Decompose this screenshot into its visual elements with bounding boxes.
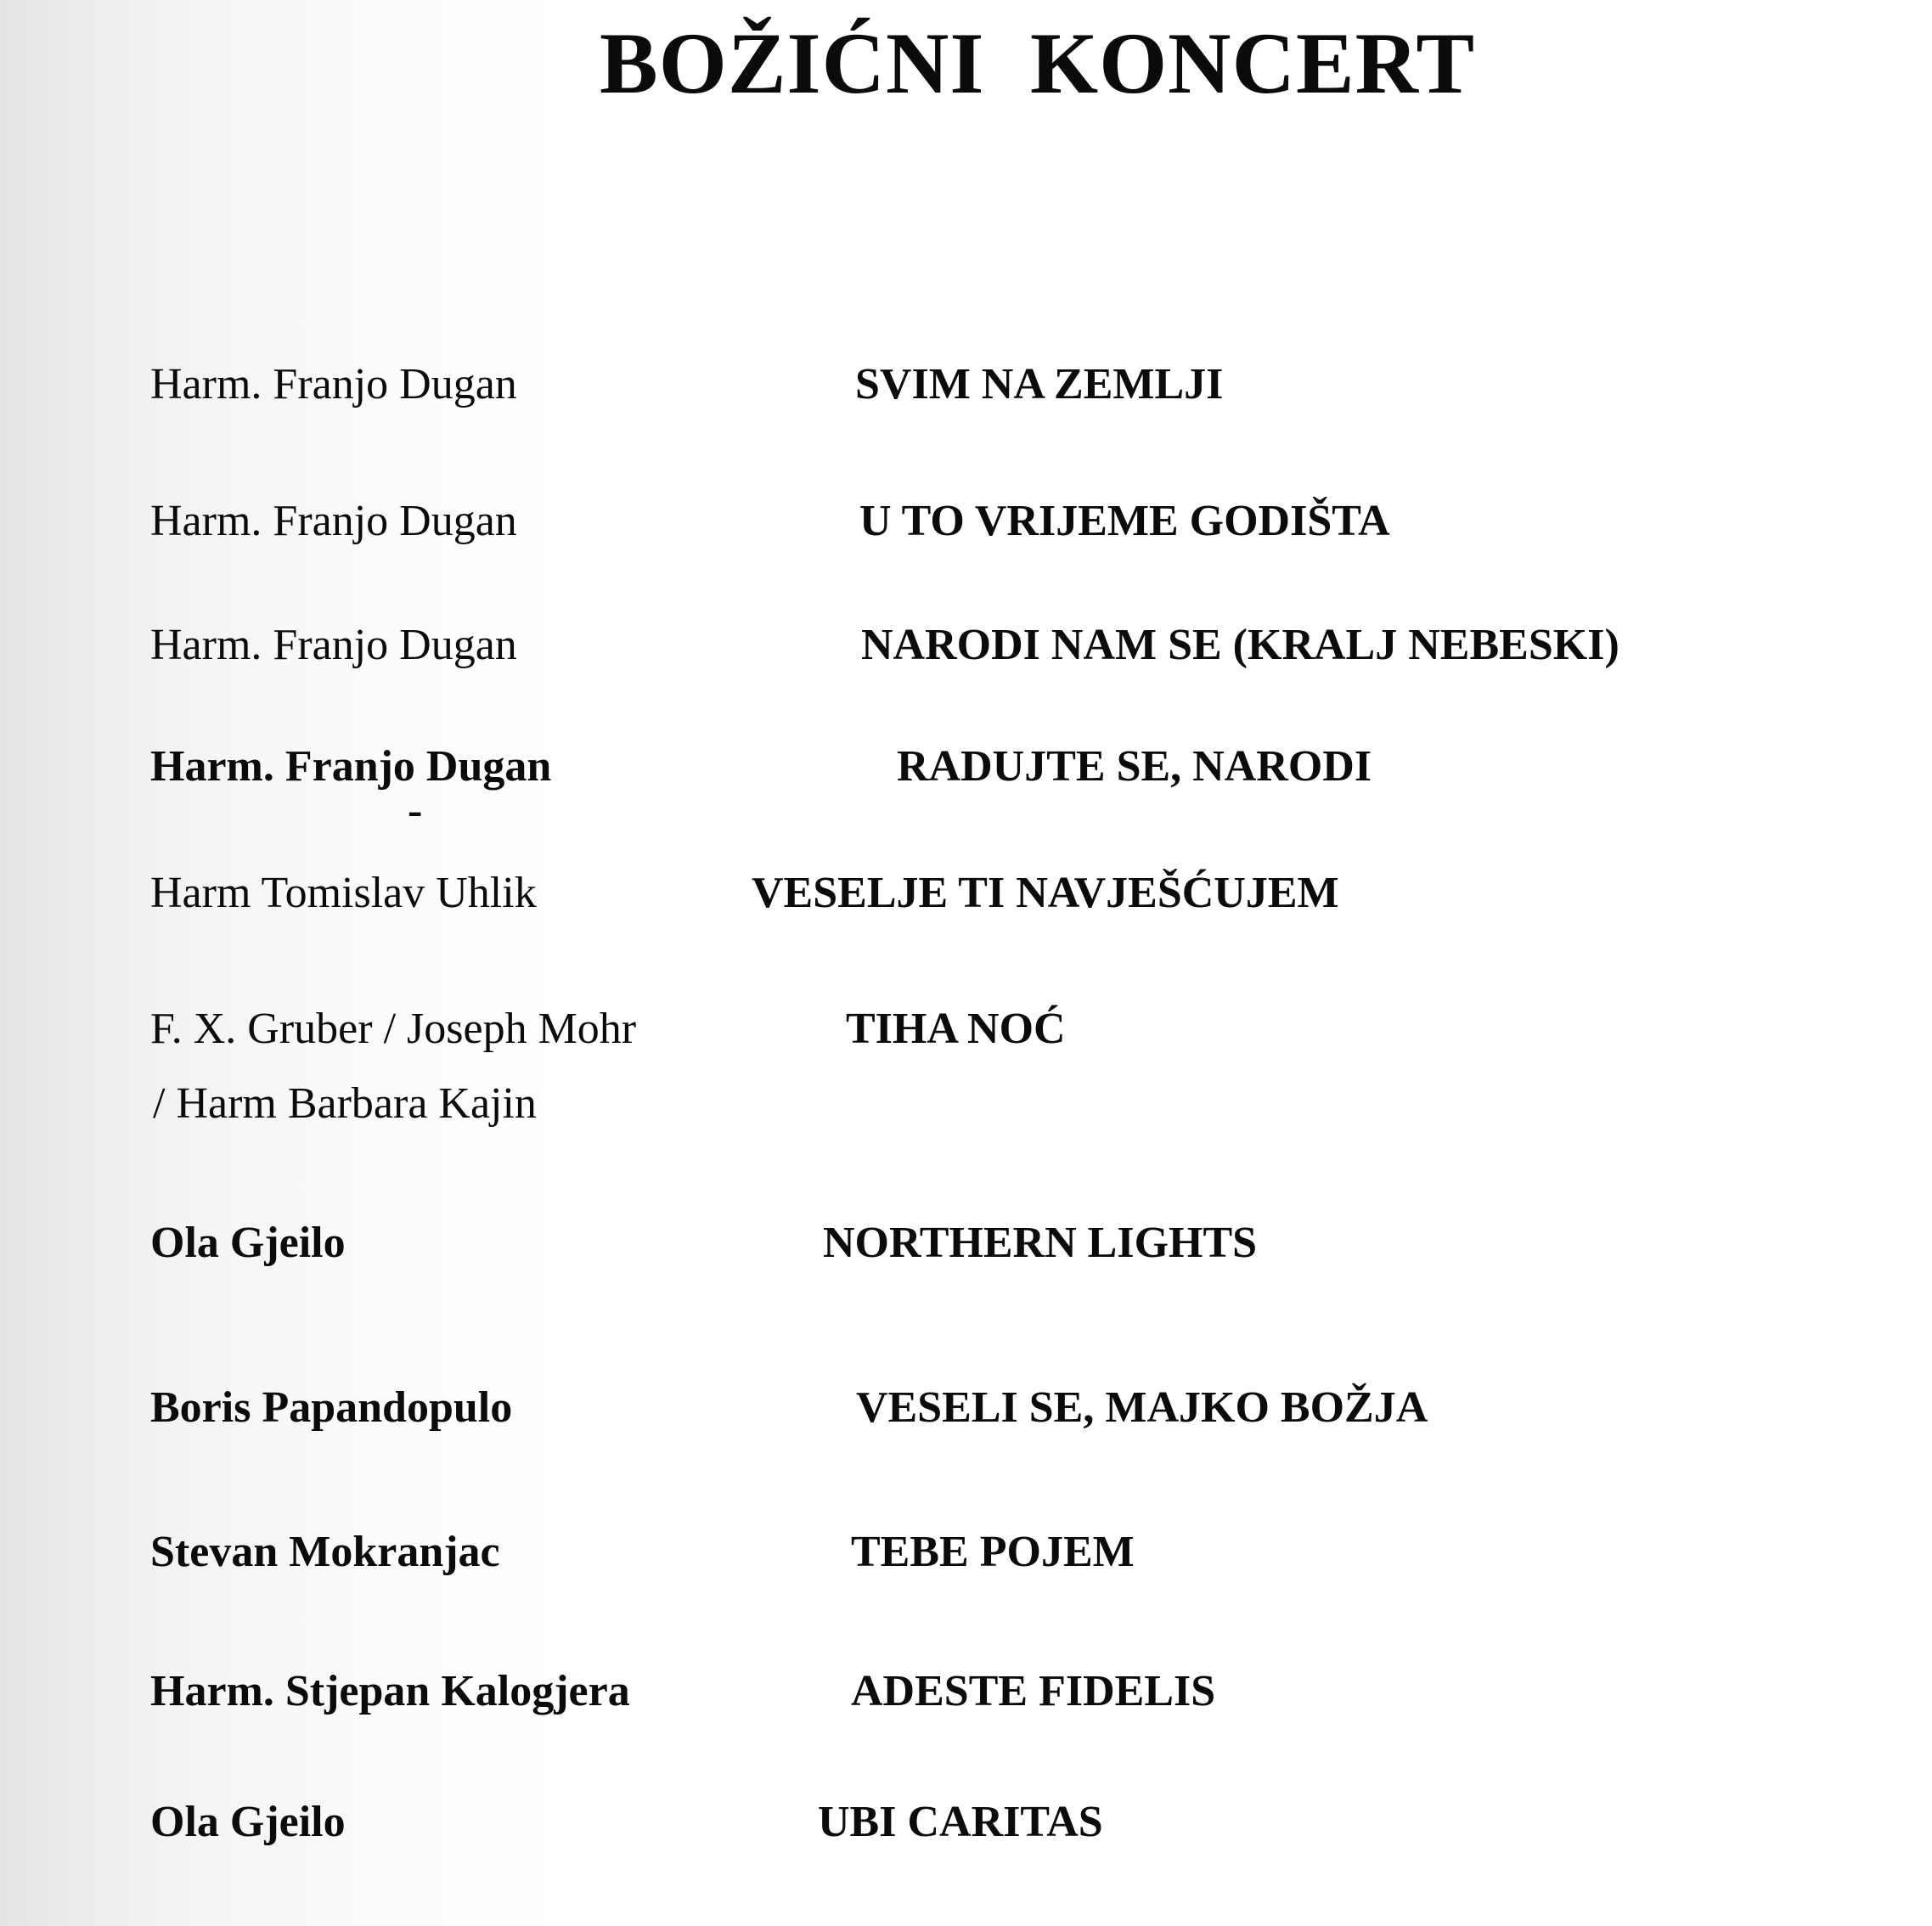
composer-name: Harm. Stjepan Kalogjera [150, 1667, 630, 1715]
separator-dash: - [408, 786, 423, 835]
composer-name: Harm. Franjo Dugan [150, 742, 552, 791]
piece-title: U TO VRIJEME GODIŠTA [859, 497, 1390, 545]
composer-name: Boris Papandopulo [150, 1383, 513, 1432]
piece-title: UBI CARITAS [818, 1798, 1103, 1846]
composer-name: Harm. Franjo Dugan [150, 497, 517, 545]
piece-title: SVIM NA ZEMLJI [855, 360, 1224, 408]
composer-name: Harm Tomislav Uhlik [150, 869, 537, 917]
piece-title: VESELJE TI NAVJEŠĆUJEM [752, 869, 1339, 917]
piece-title: NARODI NAM SE (KRALJ NEBESKI) [861, 621, 1619, 669]
composer-name: Stevan Mokranjac [150, 1528, 500, 1576]
piece-title: TIHA NOĆ [846, 1005, 1066, 1053]
piece-title: RADUJTE SE, NARODI [897, 742, 1372, 791]
composer-name: Harm. Franjo Dugan [150, 621, 517, 669]
piece-title: TEBE POJEM [851, 1528, 1135, 1576]
composer-name-line2: / Harm Barbara Kajin [153, 1079, 537, 1128]
piece-title: ADESTE FIDELIS [851, 1667, 1216, 1715]
composer-name: Harm. Franjo Dugan [150, 360, 517, 408]
page-title: BOŽIĆNI KONCERT [600, 15, 1476, 112]
composer-name: Ola Gjeilo [150, 1798, 346, 1846]
composer-name: Ola Gjeilo [150, 1219, 346, 1267]
composer-name: F. X. Gruber / Joseph Mohr [150, 1005, 637, 1053]
piece-title: NORTHERN LIGHTS [823, 1219, 1258, 1267]
piece-title: VESELI SE, MAJKO BOŽJA [856, 1383, 1428, 1432]
